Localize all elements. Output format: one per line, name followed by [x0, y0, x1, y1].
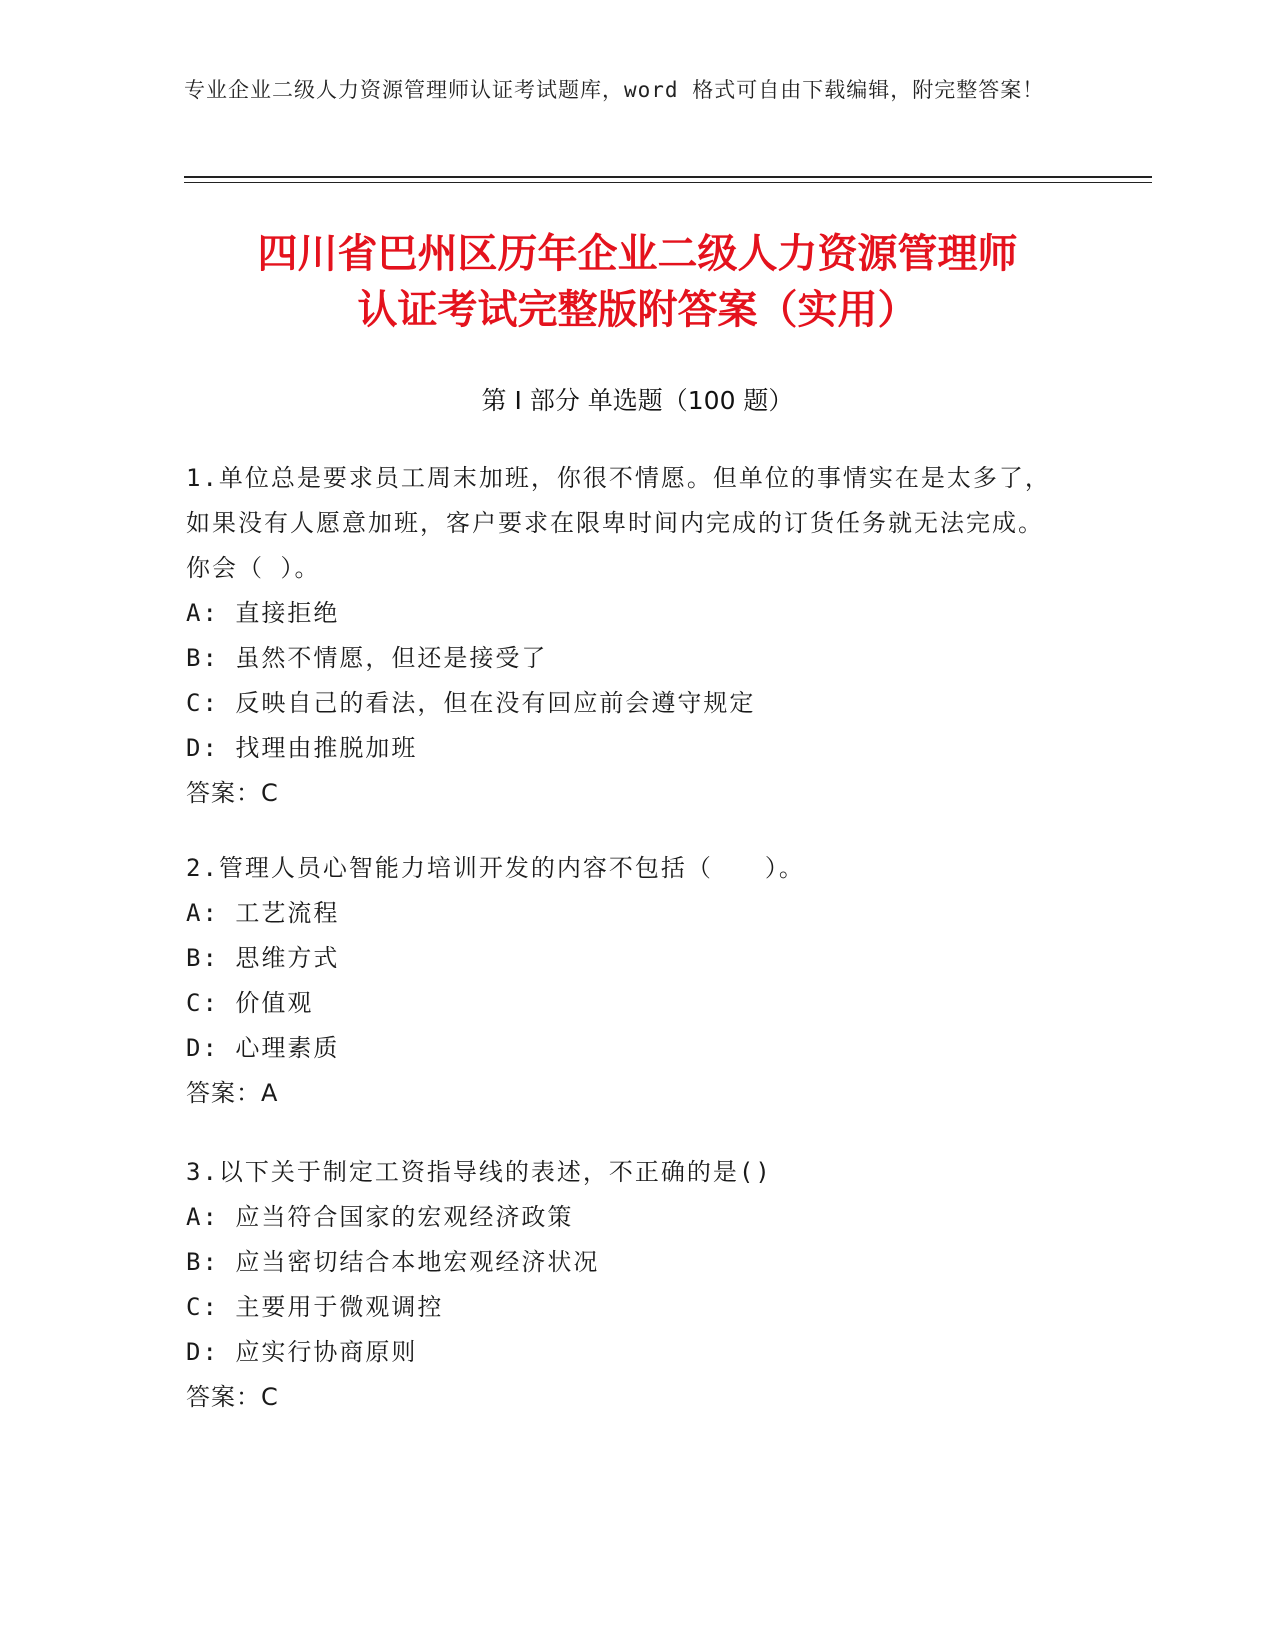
answer-label: 答案：C — [186, 1383, 279, 1411]
option-b: B: 应当密切结合本地宏观经济状况 — [186, 1248, 600, 1276]
option-b: B: 虽然不情愿，但还是接受了 — [186, 644, 548, 672]
document-title-line-2: 认证考试完整版附答案（实用） — [357, 287, 918, 333]
question-stem: 2.管理人员心智能力培训开发的内容不包括（ ）。 — [186, 854, 805, 882]
question-2 — [186, 846, 1066, 1116]
question-stem: 3.以下关于制定工资指导线的表述，不正确的是() — [186, 1158, 772, 1186]
option-d: D: 应实行协商原则 — [186, 1338, 418, 1366]
document-title-line-1: 四川省巴州区历年企业二级人力资源管理师 — [257, 231, 1018, 277]
section-title: 第 I 部分 单选题（100 题） — [481, 386, 794, 415]
option-b: B: 思维方式 — [186, 944, 340, 972]
option-c: C: 反映自己的看法，但在没有回应前会遵守规定 — [186, 689, 756, 717]
question-1 — [186, 456, 1066, 816]
document-title — [150, 226, 1125, 338]
option-c: C: 主要用于微观调控 — [186, 1293, 444, 1321]
option-d: D: 找理由推脱加班 — [186, 734, 418, 762]
option-a: A: 工艺流程 — [186, 899, 340, 927]
question-stem: 1.单位总是要求员工周末加班，你很不情愿。但单位的事情实在是太多了，如果没有人愿意加班，客户要求在限卑时间内完成的订货任务就无法完成。你会（ ）。 — [186, 464, 1051, 582]
header-divider — [184, 176, 1152, 178]
option-c: C: 价值观 — [186, 989, 314, 1017]
answer-label: 答案：A — [186, 1079, 279, 1107]
header-note: 专业企业二级人力资源管理师认证考试题库，word 格式可自由下载编辑，附完整答案！ — [184, 78, 1045, 102]
question-3 — [186, 1150, 1066, 1420]
header-divider-thin — [184, 182, 1152, 183]
option-a: A: 直接拒绝 — [186, 599, 340, 627]
answer-label: 答案：C — [186, 779, 279, 807]
option-a: A: 应当符合国家的宏观经济政策 — [186, 1203, 574, 1231]
option-d: D: 心理素质 — [186, 1034, 340, 1062]
